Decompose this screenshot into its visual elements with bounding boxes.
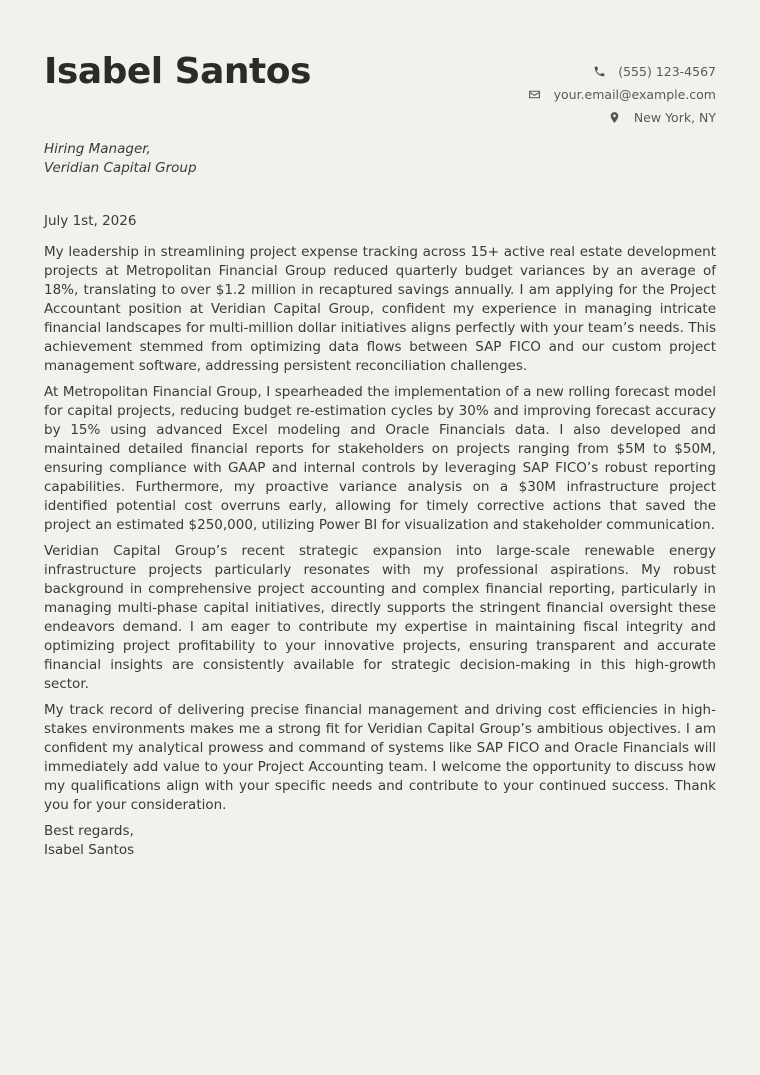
contact-email bbox=[528, 83, 716, 106]
recipient-block bbox=[44, 140, 716, 178]
applicant-name: Isabel Santos bbox=[44, 51, 311, 92]
phone-icon bbox=[592, 65, 606, 79]
body-paragraph-1: My leadership in streamlining project expense tracking across 15+ active real estate development projects at Metropolitan Financial Group reduced quarterly budget variances by an average of 18%, translating to over $1.2 million in recaptured savings annually. I am applying for the Project Accountant position at Veridian Capital Group, confident my experience in managing intricate financial landscapes for multi-million dollar initiatives aligns perfectly with your team’s needs. This achievement stemmed from optimizing data flows between SAP FICO and our custom project management software, addressing persistent reconciliation challenges. bbox=[44, 244, 716, 374]
contact-block bbox=[528, 60, 716, 129]
phone-number: (555) 123-4567 bbox=[618, 64, 716, 79]
closing-salutation: Best regards, bbox=[44, 823, 134, 839]
body-paragraph-2: At Metropolitan Financial Group, I spearheaded the implementation of a new rolling forecast model for capital projects, reducing budget re-estimation cycles by 30% and improving forecast accuracy by 15% using advanced Excel modeling and Oracle Financials data. I also developed and maintained detailed financial reports for stakeholders on projects ranging from $5M to $50M, ensuring compliance with GAAP and internal controls by leveraging SAP FICO’s robust reporting capabilities. Furthermore, my proactive variance analysis on a $30M infrastructure project identified potential cost overruns early, allowing for timely corrective actions that saved the project an estimated $250,000, utilizing Power BI for visualization and stakeholder communication. bbox=[44, 384, 716, 533]
map-pin-icon bbox=[608, 111, 622, 125]
contact-phone bbox=[528, 60, 716, 83]
letter-body bbox=[44, 243, 716, 815]
letter-header bbox=[44, 0, 716, 136]
recipient-company: Veridian Capital Group bbox=[44, 160, 197, 176]
email-address: your.email@example.com bbox=[553, 87, 716, 102]
letter-closing bbox=[44, 822, 716, 860]
location-text: New York, NY bbox=[633, 110, 716, 125]
recipient-title: Hiring Manager, bbox=[44, 141, 151, 157]
body-paragraph-4: My track record of delivering precise financial management and driving cost efficiencies in high-stakes environments makes me a strong fit for Veridian Capital Group’s ambitious objectives. I am confident my analytical prowess and command of systems like SAP FICO and Oracle Financials will immediately add value to your Project Accounting team. I welcome the opportunity to discuss how my qualifications align with your specific needs and contribute to your continued success. Thank you for your consideration. bbox=[44, 702, 716, 813]
closing-signature: Isabel Santos bbox=[44, 842, 135, 858]
envelope-icon bbox=[528, 88, 542, 102]
body-paragraph-3: Veridian Capital Group’s recent strategic expansion into large-scale renewable energy infrastructure projects particularly resonates with my professional aspirations. My robust background in comprehensive project accounting and complex financial reporting, particularly in managing multi-phase capital initiatives, directly supports the stringent financial oversight these endeavors demand. I am eager to contribute my expertise in maintaining fiscal integrity and optimizing project profitability to your innovative projects, ensuring transparent and accurate financial insights are consistently available for strategic decision-making in this high-growth sector. bbox=[44, 543, 716, 692]
contact-location bbox=[528, 106, 716, 129]
letter-date: July 1st, 2026 bbox=[44, 213, 137, 229]
